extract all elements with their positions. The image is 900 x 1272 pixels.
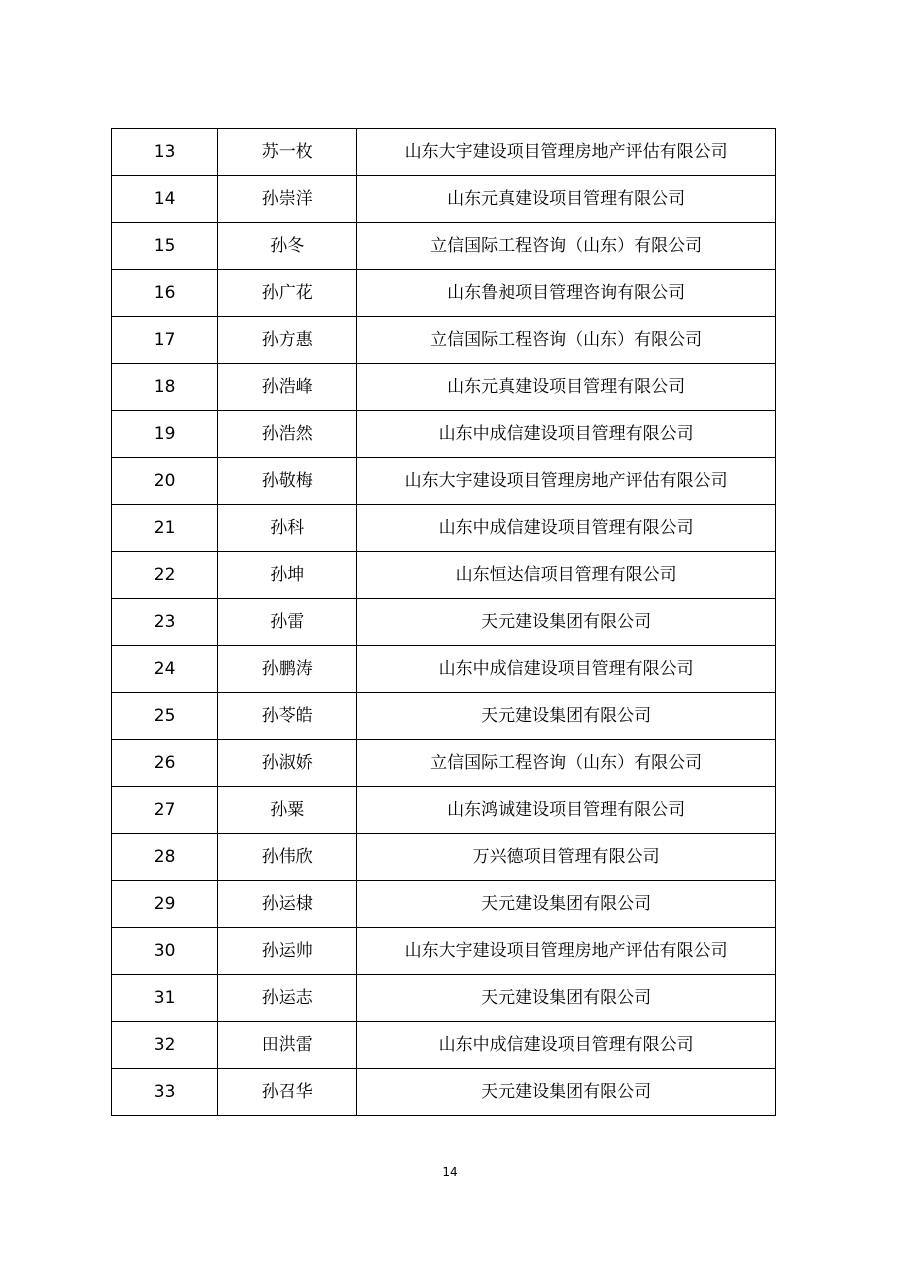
company-name-cell: 山东元真建设项目管理有限公司 (357, 364, 776, 411)
row-number-cell: 30 (112, 928, 218, 975)
row-number-cell: 33 (112, 1069, 218, 1116)
table-row (112, 928, 776, 975)
row-number-cell: 16 (112, 270, 218, 317)
person-name-cell: 孙坤 (218, 552, 357, 599)
roster-table (111, 128, 776, 1116)
row-number-cell: 19 (112, 411, 218, 458)
person-name-cell: 孙方惠 (218, 317, 357, 364)
person-name-cell: 孙鹏涛 (218, 646, 357, 693)
company-name-cell: 天元建设集团有限公司 (357, 881, 776, 928)
row-number-cell: 27 (112, 787, 218, 834)
table-row (112, 881, 776, 928)
table-row (112, 552, 776, 599)
row-number-cell: 32 (112, 1022, 218, 1069)
row-number-cell: 15 (112, 223, 218, 270)
row-number-cell: 21 (112, 505, 218, 552)
company-name-cell: 天元建设集团有限公司 (357, 975, 776, 1022)
row-number-cell: 29 (112, 881, 218, 928)
person-name-cell: 孙淑娇 (218, 740, 357, 787)
table-row (112, 411, 776, 458)
table-row (112, 176, 776, 223)
company-name-cell: 山东恒达信项目管理有限公司 (357, 552, 776, 599)
person-name-cell: 孙敬梅 (218, 458, 357, 505)
company-name-cell: 立信国际工程咨询（山东）有限公司 (357, 740, 776, 787)
company-name-cell: 天元建设集团有限公司 (357, 1069, 776, 1116)
person-name-cell: 孙雷 (218, 599, 357, 646)
person-name-cell: 孙运志 (218, 975, 357, 1022)
table-row (112, 505, 776, 552)
company-name-cell: 山东元真建设项目管理有限公司 (357, 176, 776, 223)
company-name-cell: 立信国际工程咨询（山东）有限公司 (357, 223, 776, 270)
table-row (112, 740, 776, 787)
company-name-cell: 立信国际工程咨询（山东）有限公司 (357, 317, 776, 364)
row-number-cell: 24 (112, 646, 218, 693)
row-number-cell: 25 (112, 693, 218, 740)
table-row (112, 834, 776, 881)
row-number-cell: 31 (112, 975, 218, 1022)
person-name-cell: 孙科 (218, 505, 357, 552)
row-number-cell: 17 (112, 317, 218, 364)
table-row (112, 693, 776, 740)
person-name-cell: 田洪雷 (218, 1022, 357, 1069)
person-name-cell: 孙浩峰 (218, 364, 357, 411)
table-row (112, 317, 776, 364)
company-name-cell: 山东中成信建设项目管理有限公司 (357, 1022, 776, 1069)
company-name-cell: 山东大宇建设项目管理房地产评估有限公司 (357, 458, 776, 505)
company-name-cell: 万兴德项目管理有限公司 (357, 834, 776, 881)
person-name-cell: 孙苓皓 (218, 693, 357, 740)
table-row (112, 646, 776, 693)
row-number-cell: 20 (112, 458, 218, 505)
row-number-cell: 13 (112, 129, 218, 176)
page-number: 14 (442, 1165, 458, 1179)
table-row (112, 364, 776, 411)
table-row (112, 1022, 776, 1069)
person-name-cell: 孙广花 (218, 270, 357, 317)
person-name-cell: 孙冬 (218, 223, 357, 270)
company-name-cell: 山东鸿诚建设项目管理有限公司 (357, 787, 776, 834)
row-number-cell: 18 (112, 364, 218, 411)
person-name-cell: 孙浩然 (218, 411, 357, 458)
table-row (112, 270, 776, 317)
person-name-cell: 孙召华 (218, 1069, 357, 1116)
person-name-cell: 孙粟 (218, 787, 357, 834)
person-name-cell: 苏一枚 (218, 129, 357, 176)
table-row (112, 787, 776, 834)
table-row (112, 458, 776, 505)
person-name-cell: 孙伟欣 (218, 834, 357, 881)
company-name-cell: 天元建设集团有限公司 (357, 599, 776, 646)
row-number-cell: 22 (112, 552, 218, 599)
table-row (112, 975, 776, 1022)
company-name-cell: 山东中成信建设项目管理有限公司 (357, 646, 776, 693)
person-name-cell: 孙崇洋 (218, 176, 357, 223)
row-number-cell: 26 (112, 740, 218, 787)
row-number-cell: 14 (112, 176, 218, 223)
company-name-cell: 山东中成信建设项目管理有限公司 (357, 411, 776, 458)
table-row (112, 129, 776, 176)
company-name-cell: 山东大宇建设项目管理房地产评估有限公司 (357, 129, 776, 176)
person-name-cell: 孙运帅 (218, 928, 357, 975)
table-row (112, 223, 776, 270)
table-row (112, 1069, 776, 1116)
company-name-cell: 山东中成信建设项目管理有限公司 (357, 505, 776, 552)
table-row (112, 599, 776, 646)
person-name-cell: 孙运棣 (218, 881, 357, 928)
company-name-cell: 天元建设集团有限公司 (357, 693, 776, 740)
company-name-cell: 山东鲁昶项目管理咨询有限公司 (357, 270, 776, 317)
roster-table-body (112, 129, 776, 1116)
row-number-cell: 28 (112, 834, 218, 881)
row-number-cell: 23 (112, 599, 218, 646)
company-name-cell: 山东大宇建设项目管理房地产评估有限公司 (357, 928, 776, 975)
